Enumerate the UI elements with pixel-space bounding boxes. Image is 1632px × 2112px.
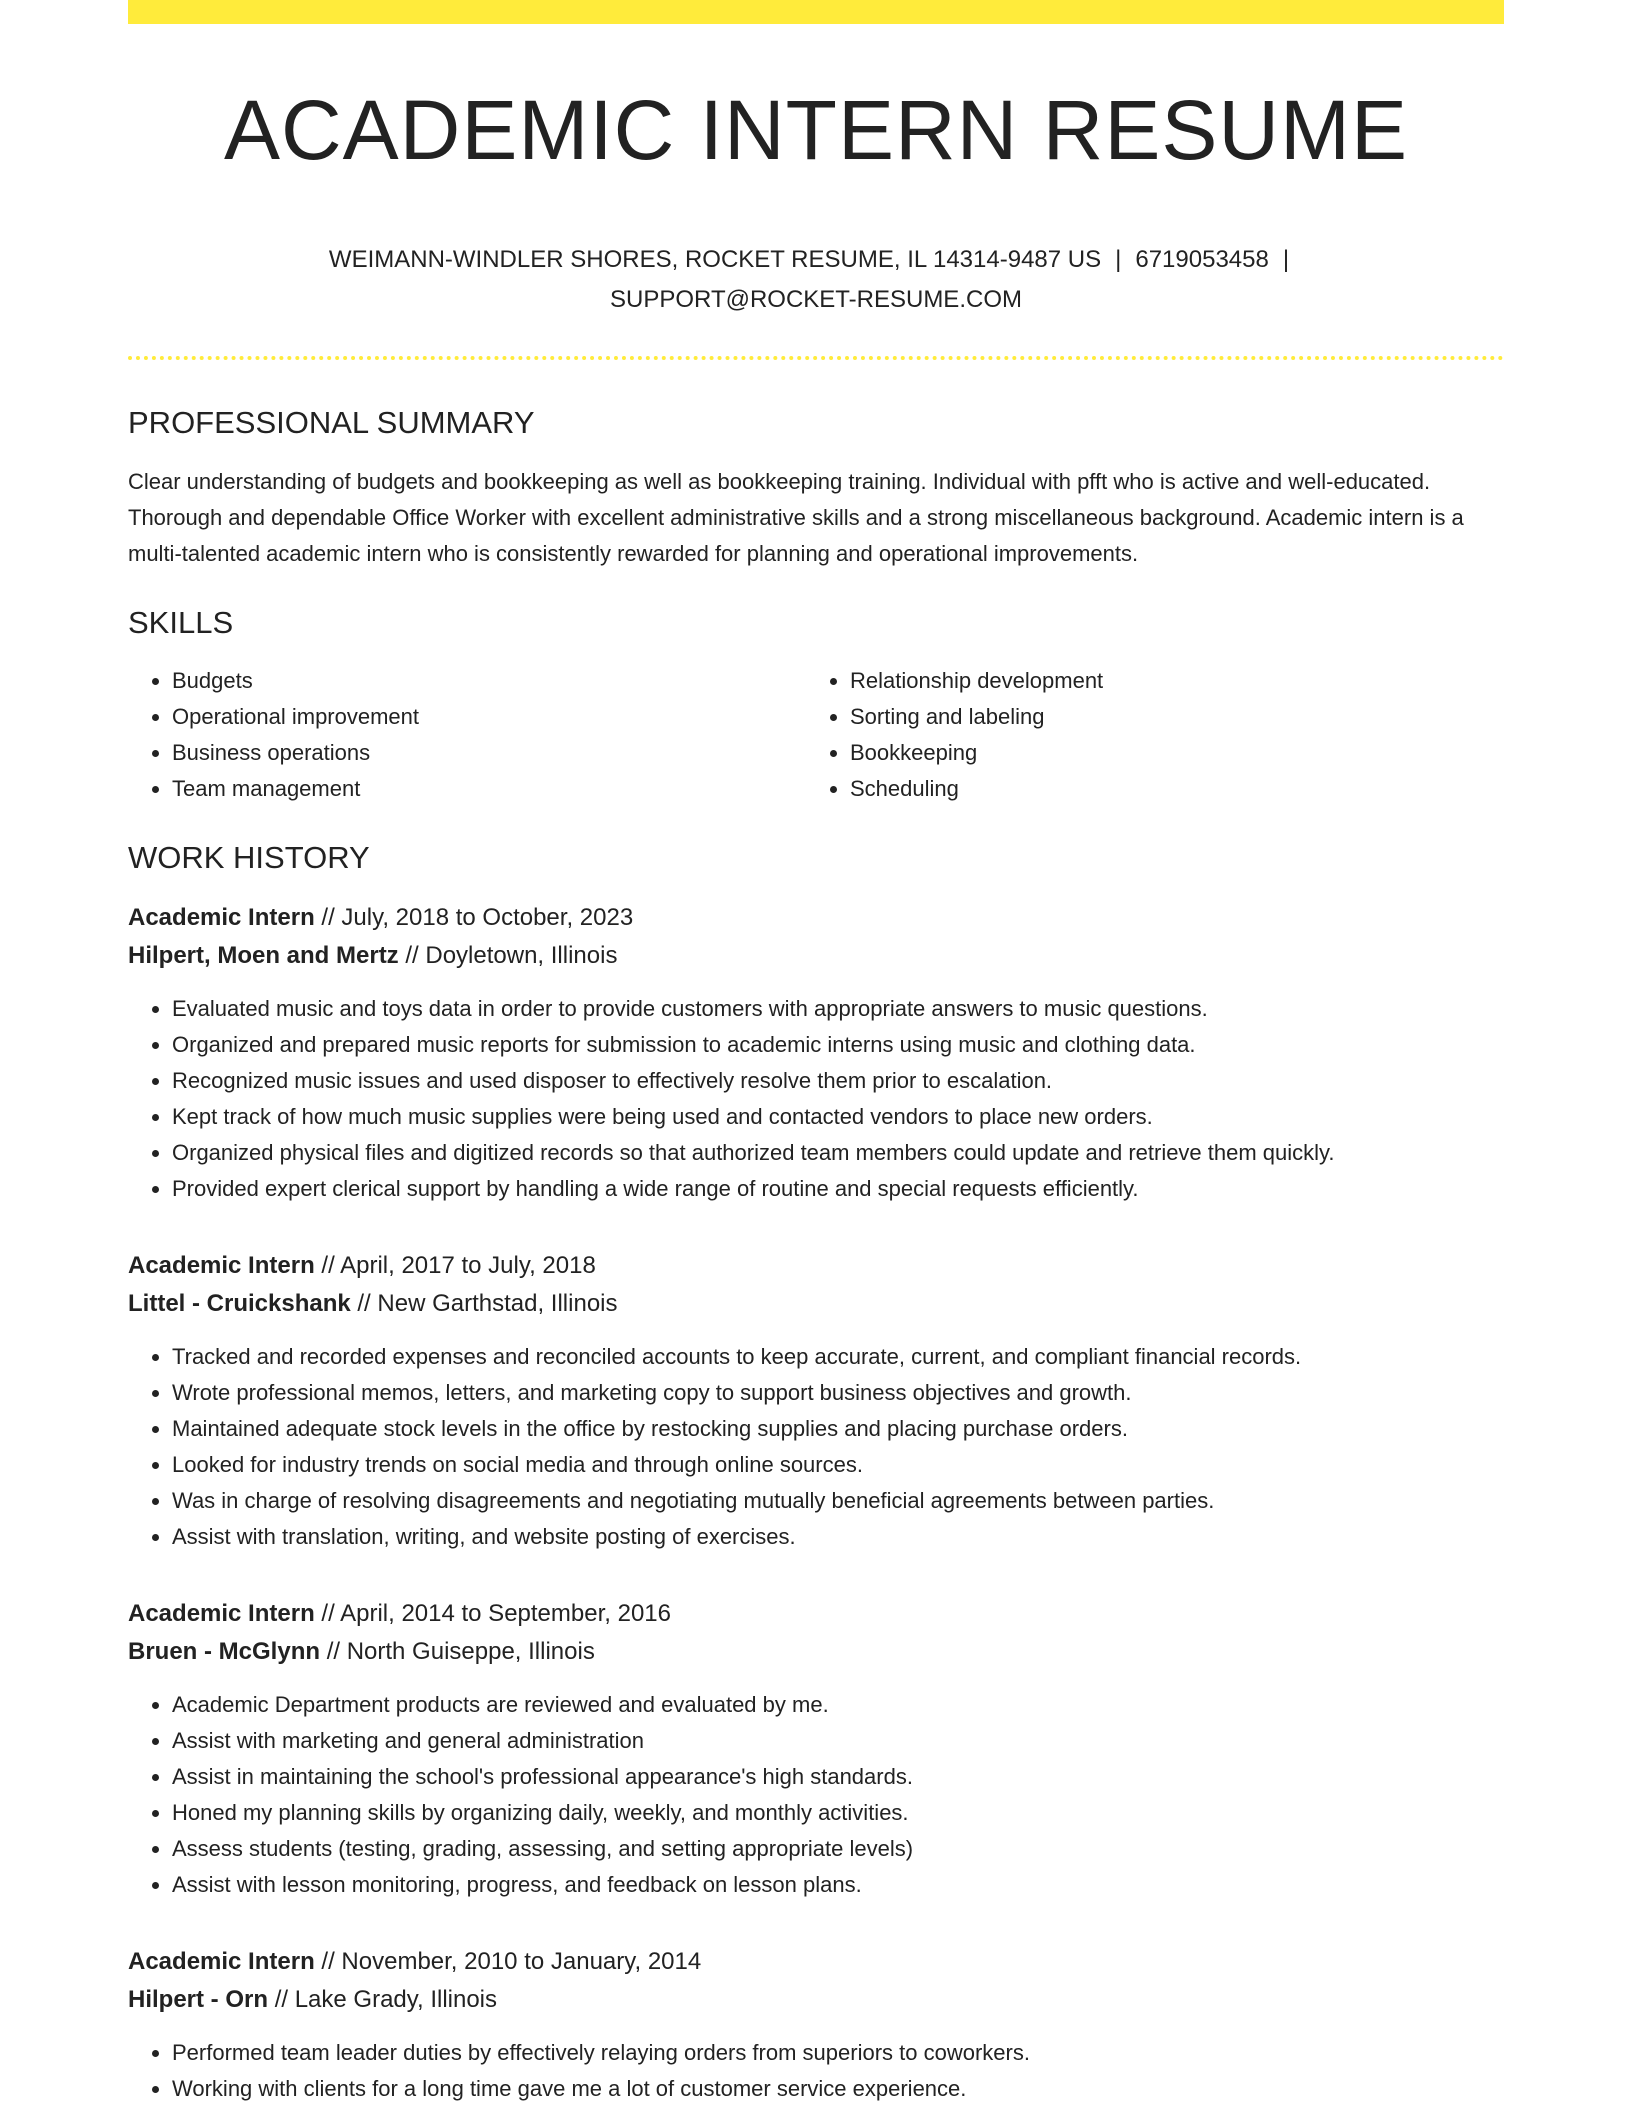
skill-item: • Operational improvement	[172, 699, 806, 735]
contact-phone: 6719053458	[1135, 246, 1269, 274]
job-separator: //	[321, 903, 335, 931]
resume-page	[128, 0, 1504, 2107]
duty-item: • Recognized music issues and used disposer to effectively resolve them prior to escalation.	[172, 1063, 1504, 1099]
duty-item: • Performed team leader duties by effectively relaying orders from superiors to coworkers.	[172, 2035, 1504, 2071]
skill-item: • Business operations	[172, 735, 806, 771]
summary-heading: PROFESSIONAL SUMMARY	[128, 405, 535, 441]
job-title-line	[128, 1595, 1504, 1633]
skills-column-right	[806, 663, 1484, 807]
job-separator: //	[321, 1251, 335, 1279]
contact-email: SUPPORT@ROCKET-RESUME.COM	[610, 286, 1022, 314]
duty-item: • Academic Department products are reviewed and evaluated by me.	[172, 1687, 1504, 1723]
job-dates: July, 2018 to October, 2023	[341, 903, 634, 931]
top-accent-bar	[128, 0, 1504, 24]
duty-item: • Provided expert clerical support by handling a wide range of routine and special requests efficiently.	[172, 1171, 1504, 1207]
job-title: Academic Intern	[128, 1251, 315, 1279]
job-duties	[128, 1339, 1504, 1555]
job-company-line	[128, 1981, 1504, 2019]
summary-text: Clear understanding of budgets and bookkeeping as well as bookkeeping training. Individual with pfft who is active and well-educated. Thorough and dependable Office Worker with excellent administrative skills and a strong miscellaneous background. Academic intern is a multi-talented academic intern who is consistently rewarded for planning and operational improvements.	[128, 469, 1464, 567]
job-company-line	[128, 937, 1504, 975]
job-entry	[128, 1943, 1504, 2107]
job-separator: //	[321, 1947, 335, 1975]
skill-item: • Scheduling	[850, 771, 1484, 807]
job-separator: //	[274, 1985, 289, 2013]
duty-item: • Working with clients for a long time gave me a lot of customer service experience.	[172, 2071, 1504, 2107]
job-dates: November, 2010 to January, 2014	[341, 1947, 702, 1975]
skills-column-left	[128, 663, 806, 807]
job-company: Hilpert - Orn	[128, 1985, 269, 2013]
job-separator: //	[321, 1599, 335, 1627]
job-location: New Garthstad, Illinois	[377, 1289, 618, 1317]
job-entry	[128, 1247, 1504, 1555]
job-entry	[128, 899, 1504, 1207]
job-company: Hilpert, Moen and Mertz	[128, 941, 399, 969]
duty-item: • Assess students (testing, grading, assessing, and setting appropriate levels)	[172, 1831, 1504, 1867]
job-dates: April, 2014 to September, 2016	[340, 1599, 671, 1627]
job-title-line	[128, 1943, 1504, 1981]
job-location: Doyletown, Illinois	[425, 941, 618, 969]
job-title: Academic Intern	[128, 903, 315, 931]
duty-item: • Wrote professional memos, letters, and marketing copy to support business objectives and growth.	[172, 1375, 1504, 1411]
skills-list	[128, 663, 1504, 807]
job-title: Academic Intern	[128, 1599, 315, 1627]
skill-item: • Team management	[172, 771, 806, 807]
job-location: Lake Grady, Illinois	[294, 1985, 498, 2013]
skill-item: • Bookkeeping	[850, 735, 1484, 771]
duty-item: • Evaluated music and toys data in order to provide customers with appropriate answers to music questions.	[172, 991, 1504, 1027]
duty-item: • Tracked and recorded expenses and reconciled accounts to keep accurate, current, and compliant financial records.	[172, 1339, 1504, 1375]
skill-item: • Sorting and labeling	[850, 699, 1484, 735]
contact-separator: |	[1282, 246, 1290, 274]
job-entry	[128, 1595, 1504, 1903]
job-separator: //	[357, 1289, 371, 1317]
job-title-line	[128, 899, 1504, 937]
dotted-divider	[128, 356, 1504, 360]
duty-item: • Was in charge of resolving disagreements and negotiating mutually beneficial agreements between parties.	[172, 1483, 1504, 1519]
job-company: Bruen - McGlynn	[128, 1637, 321, 1665]
duty-item: • Organized physical files and digitized records so that authorized team members could update and retrieve them quickly.	[172, 1135, 1504, 1171]
job-separator: //	[405, 941, 419, 969]
skill-item: • Relationship development	[850, 663, 1484, 699]
job-company-line	[128, 1285, 1504, 1323]
job-dates: April, 2017 to July, 2018	[340, 1251, 596, 1279]
duty-item: • Maintained adequate stock levels in the office by restocking supplies and placing purchase orders.	[172, 1411, 1504, 1447]
job-duties	[128, 2035, 1504, 2107]
job-separator: //	[326, 1637, 341, 1665]
duty-item: • Assist with marketing and general administration	[172, 1723, 1504, 1759]
job-title: Academic Intern	[128, 1947, 315, 1975]
duty-item: • Assist with translation, writing, and website posting of exercises.	[172, 1519, 1504, 1555]
job-duties	[128, 991, 1504, 1207]
duty-item: • Assist with lesson monitoring, progress, and feedback on lesson plans.	[172, 1867, 1504, 1903]
job-title-line	[128, 1247, 1504, 1285]
contact-info	[266, 240, 1366, 320]
job-company: Littel - Cruickshank	[128, 1289, 351, 1317]
job-duties	[128, 1687, 1504, 1903]
contact-address: WEIMANN-WINDLER SHORES, ROCKET RESUME, IL 14314-9487 US	[328, 246, 1102, 274]
duty-item: • Kept track of how much music supplies were being used and contacted vendors to place new orders.	[172, 1099, 1504, 1135]
duty-item: • Looked for industry trends on social media and through online sources.	[172, 1447, 1504, 1483]
contact-separator: |	[1115, 246, 1122, 274]
skills-heading: SKILLS	[128, 605, 234, 641]
duty-item: • Honed my planning skills by organizing daily, weekly, and monthly activities.	[172, 1795, 1504, 1831]
resume-title: ACADEMIC INTERN RESUME	[223, 83, 1409, 177]
duty-item: • Organized and prepared music reports for submission to academic interns using music and clothing data.	[172, 1027, 1504, 1063]
job-company-line	[128, 1633, 1504, 1671]
duty-item: • Assist in maintaining the school's professional appearance's high standards.	[172, 1759, 1504, 1795]
skill-item: • Budgets	[172, 663, 806, 699]
job-location: North Guiseppe, Illinois	[346, 1637, 595, 1665]
work-history-heading: WORK HISTORY	[128, 839, 370, 875]
